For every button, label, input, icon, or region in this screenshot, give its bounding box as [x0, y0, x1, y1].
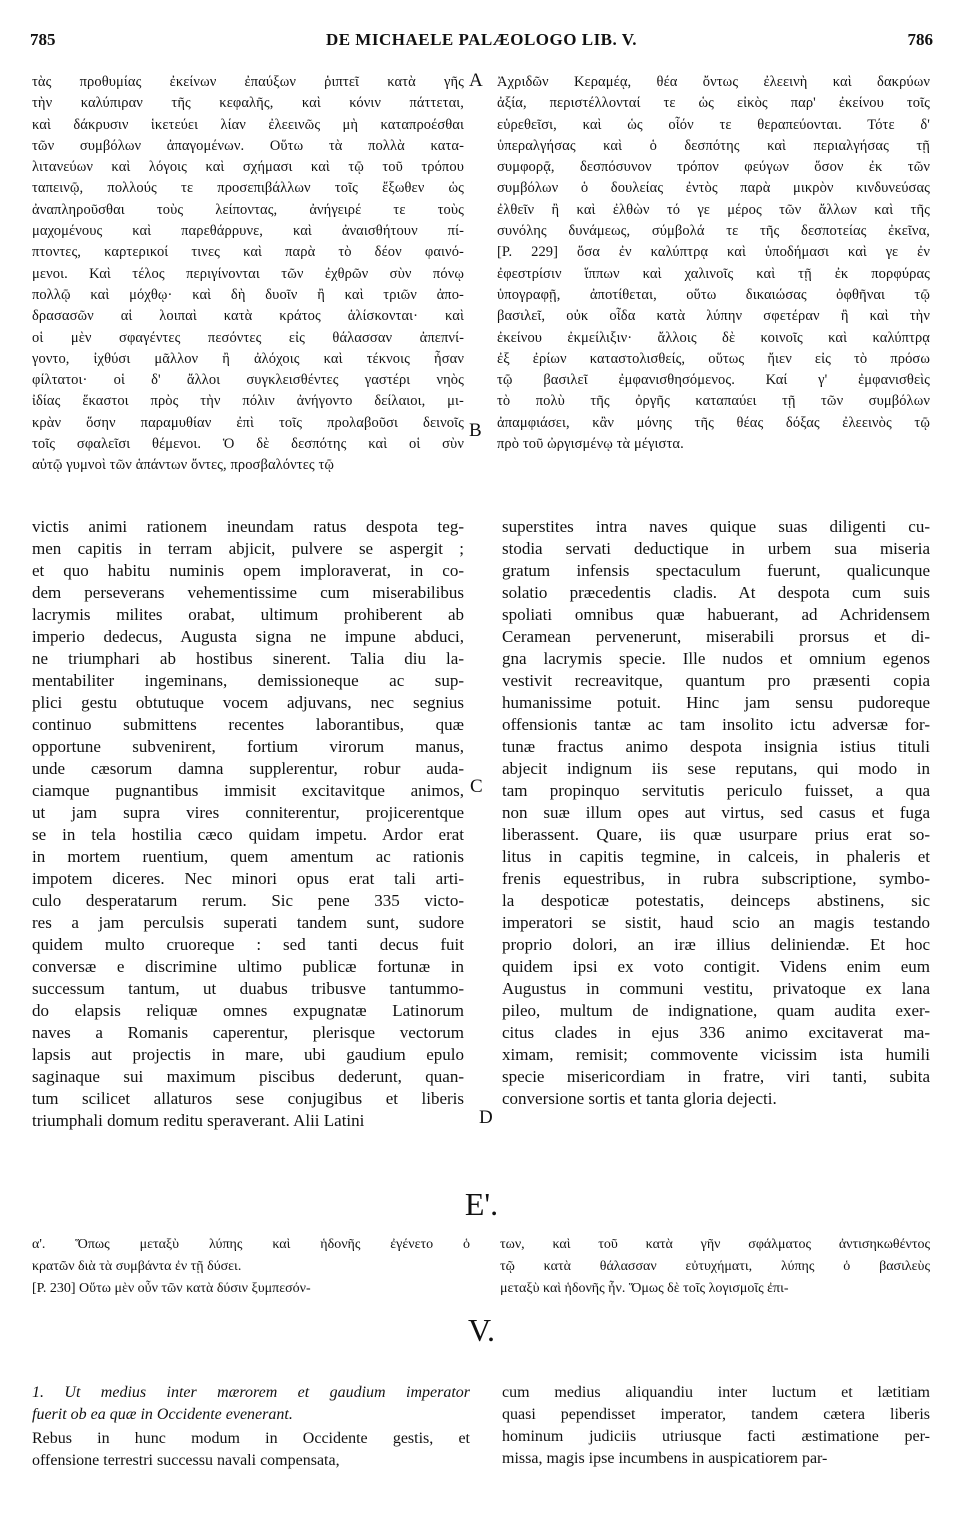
greek-text-line: μεταξὺ καὶ ἡδονῆς ἦν. Ὅμως δὲ τοῖς λογισμοῖς ἐπι- — [500, 1281, 789, 1296]
greek-text-line: τοῖς σφαλεῖσι θέμενοι. Ὁ δὲ δεσπότης καὶ οἱ σὺν — [32, 436, 464, 453]
margin-marker-a: A — [469, 70, 483, 91]
right-page-number: 786 — [907, 30, 933, 49]
latin-text-line: do elapsis reliquæ omnes expugnatæ Latinorum — [32, 1001, 464, 1020]
greek-text-line: ἰδίας ἕκαστοι πρὸς τὴν πόλιν ἀνήγοντο δείλαιοι, μι- — [32, 393, 464, 410]
latin-text-line: stodia servati deductique in urbem sua miseria — [502, 539, 930, 558]
latin-text-line: missa, magis ipse incumbens in auspicatiorem par- — [502, 1450, 828, 1467]
latin-text-line: lapsis aut projectis in mare, ubi gaudium epulo — [32, 1045, 464, 1064]
latin-text-line: pileo, multum de indignatione, quam audita exer- — [502, 1001, 930, 1020]
latin-column-right — [502, 516, 930, 1110]
greek-text-line: Ἀχριδῶν Κεραμέᾳ, θέα ὄντως ἐλεεινὴ καὶ δακρύων — [497, 74, 930, 90]
greek-column-left — [32, 72, 464, 477]
latin-text-line: offensionis tantæ ac tam insolito ictu adversæ for- — [502, 715, 930, 734]
greek-text-line: τὰς προθυμίας ἐκείνων ἐπαύξων ῥιπτεῖ κατὰ γῆς — [32, 74, 464, 90]
left-page-number: 785 — [30, 30, 56, 49]
greek-column-right — [497, 72, 930, 455]
greek-text-line: δρασασῶν αἱ λοιπαὶ κατὰ κράτος ἁλίσκονται· καὶ — [32, 308, 464, 325]
greek-text-line: μενοι. Καὶ τέλος περιγίνονται τῶν ἐχθρῶν σὺν πόνῳ — [32, 265, 464, 282]
margin-marker-c: C — [470, 776, 483, 797]
latin-text-line: quidem ipsi ex voto contigit. Videns enim eum — [502, 957, 930, 976]
latin-text-line: continuo submittens recentes laborantibus, quæ — [32, 715, 464, 734]
greek-text-line: λιτανεύων καὶ λόγοις καὶ σχήμασι καὶ τῷ τοῦ τρόπου — [32, 159, 464, 176]
greek-text-line: ὑπογραφῇ, ἀποτίθεται, οὕτω δικαιώσας ὀφθῆναι τῷ — [497, 286, 930, 303]
latin-text-line: ciamque pugnantibus immisit excitavitque animos, — [32, 781, 464, 800]
section-heading-greek: E'. — [464, 1186, 499, 1222]
latin-text-line: saginaque sui maximum piscibus dederunt, quan- — [32, 1067, 464, 1086]
latin-text-line: quidem multo cruoreque : sed tanti decus fuit — [32, 935, 464, 954]
latin-text-line: frenis equestribus, in rubra subscriptione, symbo- — [502, 869, 930, 888]
greek-text-line: τῶν συμβόλων ἀπαγομένων. Οὕτω τὰ πολλὰ κατα- — [32, 137, 464, 154]
greek-section-right — [500, 1234, 930, 1300]
latin-text-line: imperatori se sistit, haud scio an magis testando — [502, 913, 930, 932]
greek-text-line: [P. 229] ὅσα ἐν καλύπτρᾳ καὶ ὑποδήμασι καὶ γε ἐν — [497, 244, 930, 261]
greek-text-line: κρὰν ὅσην παραμυθίαν ἐπὶ τοῖς προλαβοῦσι δεινοῖς — [32, 414, 464, 431]
latin-text-line: conversione sortis et tanta gloria dejecti. — [502, 1089, 777, 1108]
latin-text-line: citus clades in ejus 336 animo excitaverat ma- — [502, 1023, 930, 1042]
greek-text-line: ἐξ ἐρίων καταστολισθείς, οὕτως ἤιεν εἰς τὸ πρόσω — [497, 350, 930, 367]
greek-text-line: των, καὶ τοῦ κατὰ γῆν σφάλματος ἀντισηκωθέντος — [500, 1237, 930, 1252]
section-heading-latin: V. — [468, 1312, 495, 1348]
latin-text-line: offensione terrestri successu navali compensata, — [32, 1452, 340, 1469]
latin-text-line: Rebus in hunc modum in Occidente gestis, et — [32, 1430, 470, 1447]
greek-text-line: ἐλθεῖν ἢ καὶ ἐλθὼν τό γε μέρος τῶν ἄλλων καὶ τῆς — [497, 201, 930, 218]
greek-text-line: μαχομένους καὶ παρεθάρρυνε, καὶ ἀναισθήτουν πί- — [32, 223, 464, 240]
greek-section-left — [32, 1234, 470, 1300]
latin-column-left — [32, 516, 464, 1132]
latin-text-line: men capitis in terram abjicit, pulvere se aspergit ; — [32, 539, 464, 558]
latin-text-line: impotem diceres. Nec minori opus erat tali arti- — [32, 869, 464, 888]
greek-text-line: συμφορᾷ, δεσπόσυνον τρόπον φεύγων ὅσον ἐκ τῶν — [497, 159, 930, 176]
latin-text-line: liberassent. Quare, iis quæ usurpare prius erat so- — [502, 825, 930, 844]
latin-text-line: litus in capitis tegmine, in calceis, in phaleris et — [502, 847, 930, 866]
greek-text-line: φίλτατοι· οἱ δ' ἄλλοι συγκλεισθέντες γαστέρι νηὸς — [32, 372, 464, 389]
margin-marker-b: B — [469, 420, 482, 441]
greek-text-line: τῷ βασιλεῖ ἐμφανισθησόμενος. Καί γ' ἐμφανισθεὶς — [497, 372, 930, 389]
latin-text-line: res a jam perculsis superati tandem sunt, sudore — [32, 913, 464, 932]
greek-text-line: βασιλεῖ, οὐκ οἶδα κατὰ λύπην σφετέραν ἢ καὶ τὴν — [497, 308, 930, 325]
greek-text-line: ἀπαμφιάσει, κἂν μόνης τῆς θέας δόξας ἐλεεινὸς τῷ — [497, 414, 930, 431]
latin-text-line: ne triumphari ab hostibus sinerent. Talia diu la- — [32, 649, 464, 668]
latin-text-line: successum tantum, ut duabus tribusve tantummo- — [32, 979, 464, 998]
greek-text-line: τὴν καλύπιραν τῆς κεφαλῆς, καὶ κόνιν πάττεται, — [32, 95, 464, 112]
latin-text-line: Augustus in communi vestitu, privatoque ex lana — [502, 979, 930, 998]
latin-text-line: et quo habitu numinis opem imploraverat, in co- — [32, 561, 464, 580]
latin-text-line: victis animi rationem ineundam ratus despota teg- — [32, 517, 464, 536]
latin-text-line: proprio dolori, an iræ illius deliniendæ. Et hoc — [502, 935, 930, 954]
latin-text-line: spoliati omnibus quæ habuerant, ad Achridensem — [502, 605, 930, 624]
latin-text-line: humanissime potuit. Hinc jam sensu pudoreque — [502, 693, 930, 712]
greek-text-line: ὑπεραλγήσας καὶ ὁ δεσπότης καὶ περιαλγήσας τῇ — [497, 137, 930, 154]
latin-text-line: quasi pependisset imperator, tandem cætera liberis — [502, 1406, 930, 1423]
greek-text-line: πτοντες, καρτερικοί τινες καὶ παρὰ τὸ δέον φαινό- — [32, 244, 464, 261]
latin-text-line: superstites intra naves quique suas diligenti cu- — [502, 517, 930, 536]
latin-text-line: la despoticæ potestatis, deinceps abstinens, sic — [502, 891, 930, 910]
greek-text-line: πρὸ τοῦ ὠργισμένῳ τὰ μέγιστα. — [497, 436, 684, 453]
greek-text-line: συμβόλων ὁ δουλείας ἐντὸς παρὰ μικρὸν κινδυνεύσας — [497, 180, 930, 197]
greek-text-line: εὑρεθεῖσι, καὶ ὡς οἷόν τε θεραπεύονται. Τότε δ' — [497, 116, 930, 133]
latin-text-line: specie misericordiam in fratre, viri tanti, subita — [502, 1067, 930, 1086]
latin-text-line: unde cæsorum damna supplerentur, robur auda- — [32, 759, 464, 778]
latin-section-left — [32, 1428, 470, 1472]
running-title: DE MICHAELE PALÆOLOGO LIB. V. — [325, 30, 638, 49]
greek-text-line: ἀναπληροῦσθαι τοὺς λείποντας, ἀνήγειρέ τε τοὺς — [32, 201, 464, 218]
latin-text-line: lacrymis milites orabat, ultimum prohiberent ab — [32, 605, 464, 624]
latin-text-line: conversæ e discrimine ultimo publicæ fortunæ in — [32, 957, 464, 976]
latin-text-line: triumphali domum reditu speraverant. Alii Latini — [32, 1111, 365, 1130]
latin-text-line: ut jam supra vires conniterentur, projicerentque — [32, 803, 464, 822]
greek-text-line: αὐτῷ γυμνοὶ τῶν ἁπάντων ὄντες, προσβαλόντες τῷ — [32, 457, 335, 474]
greek-text-line: ἐφεστρίσιν ἵππων καὶ χαλινοῖς καὶ τῇ ἐκ πορφύρας — [497, 265, 930, 282]
latin-text-line: vestivit recreavitque, quantum pro præsenti copia — [502, 671, 930, 690]
latin-text-line: dem perseverans vehementissime cum miserabilibus — [32, 583, 464, 602]
latin-text-line: gna lacrymis specie. Ille nudos et omnium egenos — [502, 649, 930, 668]
greek-text-line: γοντο, ἰχθύσι μᾶλλον ἢ ἀλόχοις καὶ τέκνοις ἦσαν — [32, 350, 464, 367]
latin-text-line: tunæ fractus animo despota insignia istius tituli — [502, 737, 930, 756]
latin-text-line: cum medius aliquandiu inter luctum et lætitiam — [502, 1384, 930, 1401]
greek-text-line: πολλῷ καὶ μόχθῳ· καὶ δὴ δυοῖν ἢ καὶ τριῶν ἀπο- — [32, 286, 464, 303]
greek-text-line: [P. 230] Οὕτω μὲν οὖν τῶν κατὰ δύσιν ξυμπεσόν- — [32, 1281, 311, 1296]
latin-text-line: naves a Romanis caperentur, plerisque vectorum — [32, 1023, 464, 1042]
greek-text-line: συνόλης δυνάμεως, σύμβολά τε τῆς δεσποτείας ἐκεῖνα, — [497, 223, 930, 240]
greek-text-line: οἱ μὲν σφαγέντες πεσόντες εἰς θάλασσαν ἀπεπνί- — [32, 329, 464, 346]
latin-text-line: tum scilicet allaturos sese conjugibus et liberis — [32, 1089, 464, 1108]
greek-text-line: καὶ δάκρυσιν ἱκετεύει λίαν ἐλεεινῶς μὴ καταπροέσθαι — [32, 116, 464, 133]
latin-chapter-heading — [32, 1382, 470, 1426]
greek-text-line: τῷ κατὰ θάλασσαν εὐτυχήματι, λύπης ὁ βασιλεὺς — [500, 1259, 930, 1274]
latin-text-line: opportune subvenirent, fortium virorum manus, — [32, 737, 464, 756]
margin-marker-d: D — [479, 1107, 493, 1128]
latin-text-line: in mortem ruentium, quem amentum ac rationis — [32, 847, 464, 866]
greek-text-line: κρατῶν διὰ τὰ συμβάντα ἐν τῇ δύσει. — [32, 1259, 242, 1274]
greek-text-line: ἀξία, περιστέλλονταί τε ὡς εἰκὸς παρ' ἐκείνου τοῖς — [497, 95, 930, 112]
latin-text-line: plici gestu obtutuque vocem adjuvans, nec segnius — [32, 693, 464, 712]
latin-text-line: tam propinquo servitutis periculo fuisset, a qua — [502, 781, 930, 800]
greek-text-line: ταπεινῷ, πολλούς τε προσεπιβάλλων τοῖς ἔξωθεν ὡς — [32, 180, 464, 197]
greek-text-line: ἐκείνου ἐκμείλιξιν· ἄλλοις δὲ κοινοῖς καὶ καλύπτρᾳ — [497, 329, 930, 346]
latin-section-right — [502, 1382, 930, 1470]
latin-text-line: ximam, remisit; commovente vicissim ista humili — [502, 1045, 930, 1064]
greek-text-line: τὸ πολὺ τῆς ὀργῆς καταπαύει τῇ τῶν συμβόλων — [497, 393, 930, 410]
latin-text-line: imperio dedecus, Augusta signa ne impune abduci, — [32, 627, 464, 646]
page-header — [30, 30, 933, 56]
latin-text-line: Ceramean pervenerunt, miserabili prorsus et di- — [502, 627, 930, 646]
latin-text-line: hominum judiciis utriusque facti æstimatione per- — [502, 1428, 930, 1445]
latin-text-line: se in tela hostilia cæco quidam impetu. Ardor erat — [32, 825, 464, 844]
greek-text-line: α'. Ὅπως μεταξὺ λύπης καὶ ἡδονῆς ἐγένετο ὁ — [32, 1237, 470, 1252]
latin-text-line: solatio præcedentis cladis. At despota cum suis — [502, 583, 930, 602]
chapter-heading-line: fuerit ob ea quæ in Occidente evenerant. — [32, 1406, 293, 1423]
latin-text-line: mentabiliter ingeminans, demissioneque ac sup- — [32, 671, 464, 690]
chapter-heading-line: 1. Ut medius inter mærorem et gaudium imperator — [32, 1384, 470, 1401]
latin-text-line: abjecit indignum iis sese reputans, qui modo in — [502, 759, 930, 778]
latin-text-line: gratum infensis spectaculum fuerunt, qualicunque — [502, 561, 930, 580]
latin-text-line: culo desperatarum rerum. Sic pene 335 victo- — [32, 891, 464, 910]
latin-text-line: non suæ illum opes aut virtus, sed casus et fuga — [502, 803, 930, 822]
